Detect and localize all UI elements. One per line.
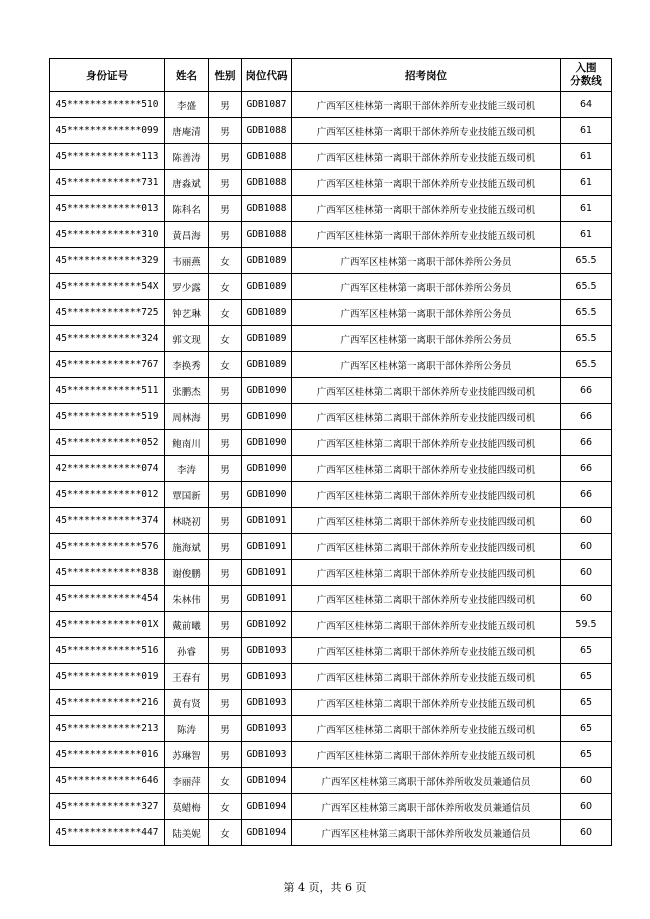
header-code: 岗位代码 [242, 59, 292, 92]
header-row [50, 59, 612, 92]
name-cell: 罗少露 [165, 274, 209, 300]
id-cell: 45*************213 [50, 716, 165, 742]
name-cell: 苏琳智 [165, 742, 209, 768]
table-row [50, 482, 612, 508]
gender-cell: 男 [209, 690, 242, 716]
score-cell: 65 [561, 664, 612, 690]
name-cell: 韦丽燕 [165, 248, 209, 274]
name-cell: 郭文现 [165, 326, 209, 352]
table-row [50, 560, 612, 586]
header-score-line2: 分数线 [570, 75, 602, 87]
name-cell: 唐庵清 [165, 118, 209, 144]
id-cell: 45*************329 [50, 248, 165, 274]
id-cell: 45*************510 [50, 92, 165, 118]
code-cell: GDB1091 [242, 508, 292, 534]
page-footer: 第 4 页，共 6 页 [283, 881, 367, 894]
id-cell: 45*************838 [50, 560, 165, 586]
post-cell: 广西军区桂林第三离职干部休养所收发员兼通信员 [292, 820, 561, 846]
gender-cell: 女 [209, 820, 242, 846]
table-row [50, 690, 612, 716]
table-row [50, 794, 612, 820]
name-cell: 陆美妮 [165, 820, 209, 846]
code-cell: GDB1094 [242, 768, 292, 794]
id-cell: 45*************646 [50, 768, 165, 794]
name-cell: 林晓初 [165, 508, 209, 534]
code-cell: GDB1089 [242, 300, 292, 326]
score-cell: 66 [561, 456, 612, 482]
code-cell: GDB1093 [242, 742, 292, 768]
gender-cell: 男 [209, 716, 242, 742]
table-row [50, 586, 612, 612]
gender-cell: 男 [209, 456, 242, 482]
code-cell: GDB1090 [242, 430, 292, 456]
name-cell: 李换秀 [165, 352, 209, 378]
table-row [50, 534, 612, 560]
code-cell: GDB1094 [242, 794, 292, 820]
name-cell: 李丽萍 [165, 768, 209, 794]
header-id: 身份证号 [50, 59, 165, 92]
post-cell: 广西军区桂林第一离职干部休养所公务员 [292, 248, 561, 274]
code-cell: GDB1091 [242, 534, 292, 560]
post-cell: 广西军区桂林第二离职干部休养所专业技能五级司机 [292, 612, 561, 638]
name-cell: 钟艺琳 [165, 300, 209, 326]
table-row [50, 664, 612, 690]
name-cell: 莫蜡梅 [165, 794, 209, 820]
id-cell: 45*************516 [50, 638, 165, 664]
score-cell: 61 [561, 144, 612, 170]
table-row [50, 196, 612, 222]
id-cell: 45*************016 [50, 742, 165, 768]
score-cell: 65 [561, 716, 612, 742]
score-cell: 66 [561, 404, 612, 430]
code-cell: GDB1089 [242, 352, 292, 378]
post-cell: 广西军区桂林第二离职干部休养所专业技能五级司机 [292, 716, 561, 742]
post-cell: 广西军区桂林第一离职干部休养所公务员 [292, 274, 561, 300]
table-row [50, 404, 612, 430]
code-cell: GDB1087 [242, 92, 292, 118]
code-cell: GDB1089 [242, 274, 292, 300]
gender-cell: 女 [209, 794, 242, 820]
table-row [50, 170, 612, 196]
gender-cell: 女 [209, 300, 242, 326]
score-cell: 65.5 [561, 300, 612, 326]
table-row [50, 222, 612, 248]
name-cell: 鲍南川 [165, 430, 209, 456]
header-post: 招考岗位 [292, 59, 561, 92]
post-cell: 广西军区桂林第二离职干部休养所专业技能四级司机 [292, 404, 561, 430]
code-cell: GDB1088 [242, 196, 292, 222]
code-cell: GDB1094 [242, 820, 292, 846]
code-cell: GDB1091 [242, 560, 292, 586]
name-cell: 覃国新 [165, 482, 209, 508]
post-cell: 广西军区桂林第二离职干部休养所专业技能五级司机 [292, 638, 561, 664]
score-cell: 65 [561, 742, 612, 768]
id-cell: 45*************374 [50, 508, 165, 534]
name-cell: 王春有 [165, 664, 209, 690]
applicant-table [49, 58, 612, 846]
name-cell: 陈科名 [165, 196, 209, 222]
name-cell: 唐淼斌 [165, 170, 209, 196]
header-name: 姓名 [165, 59, 209, 92]
table-row [50, 820, 612, 846]
gender-cell: 男 [209, 534, 242, 560]
code-cell: GDB1091 [242, 586, 292, 612]
table-row [50, 716, 612, 742]
name-cell: 朱林伟 [165, 586, 209, 612]
table-row [50, 456, 612, 482]
table-row [50, 118, 612, 144]
id-cell: 45*************576 [50, 534, 165, 560]
post-cell: 广西军区桂林第一离职干部休养所专业技能五级司机 [292, 222, 561, 248]
gender-cell: 男 [209, 170, 242, 196]
table-row [50, 508, 612, 534]
post-cell: 广西军区桂林第二离职干部休养所专业技能四级司机 [292, 456, 561, 482]
gender-cell: 男 [209, 586, 242, 612]
post-cell: 广西军区桂林第一离职干部休养所专业技能五级司机 [292, 118, 561, 144]
name-cell: 陈涛 [165, 716, 209, 742]
code-cell: GDB1093 [242, 716, 292, 742]
code-cell: GDB1088 [242, 144, 292, 170]
score-cell: 59.5 [561, 612, 612, 638]
score-cell: 61 [561, 222, 612, 248]
id-cell: 45*************01X [50, 612, 165, 638]
table-row [50, 248, 612, 274]
post-cell: 广西军区桂林第二离职干部休养所专业技能四级司机 [292, 586, 561, 612]
table-row [50, 742, 612, 768]
code-cell: GDB1090 [242, 482, 292, 508]
table-row [50, 352, 612, 378]
name-cell: 黄有贤 [165, 690, 209, 716]
table-row [50, 638, 612, 664]
id-cell: 45*************310 [50, 222, 165, 248]
score-cell: 60 [561, 820, 612, 846]
score-cell: 66 [561, 482, 612, 508]
code-cell: GDB1088 [242, 222, 292, 248]
gender-cell: 男 [209, 118, 242, 144]
id-cell: 42*************074 [50, 456, 165, 482]
id-cell: 45*************54X [50, 274, 165, 300]
post-cell: 广西军区桂林第三离职干部休养所收发员兼通信员 [292, 768, 561, 794]
table-row [50, 612, 612, 638]
name-cell: 孙睿 [165, 638, 209, 664]
post-cell: 广西军区桂林第一离职干部休养所专业技能三级司机 [292, 92, 561, 118]
post-cell: 广西军区桂林第二离职干部休养所专业技能四级司机 [292, 534, 561, 560]
table-row [50, 430, 612, 456]
gender-cell: 女 [209, 352, 242, 378]
name-cell: 李涛 [165, 456, 209, 482]
name-cell: 施海斌 [165, 534, 209, 560]
gender-cell: 女 [209, 768, 242, 794]
score-cell: 66 [561, 378, 612, 404]
name-cell: 谢俊鹏 [165, 560, 209, 586]
table-row [50, 768, 612, 794]
code-cell: GDB1092 [242, 612, 292, 638]
header-gender: 性别 [209, 59, 242, 92]
score-cell: 65 [561, 638, 612, 664]
score-cell: 65.5 [561, 326, 612, 352]
post-cell: 广西军区桂林第二离职干部休养所专业技能四级司机 [292, 560, 561, 586]
score-cell: 64 [561, 92, 612, 118]
code-cell: GDB1090 [242, 378, 292, 404]
post-cell: 广西军区桂林第二离职干部休养所专业技能四级司机 [292, 482, 561, 508]
gender-cell: 男 [209, 638, 242, 664]
id-cell: 45*************013 [50, 196, 165, 222]
post-cell: 广西军区桂林第一离职干部休养所专业技能五级司机 [292, 144, 561, 170]
score-cell: 61 [561, 196, 612, 222]
id-cell: 45*************113 [50, 144, 165, 170]
gender-cell: 男 [209, 482, 242, 508]
gender-cell: 女 [209, 248, 242, 274]
post-cell: 广西军区桂林第一离职干部休养所专业技能五级司机 [292, 170, 561, 196]
post-cell: 广西军区桂林第三离职干部休养所收发员兼通信员 [292, 794, 561, 820]
name-cell: 张鹏杰 [165, 378, 209, 404]
code-cell: GDB1089 [242, 326, 292, 352]
gender-cell: 女 [209, 326, 242, 352]
score-cell: 61 [561, 170, 612, 196]
header-score-line1: 入围 [575, 62, 597, 74]
post-cell: 广西军区桂林第二离职干部休养所专业技能五级司机 [292, 742, 561, 768]
gender-cell: 男 [209, 378, 242, 404]
score-cell: 60 [561, 560, 612, 586]
gender-cell: 男 [209, 560, 242, 586]
code-cell: GDB1088 [242, 118, 292, 144]
score-cell: 60 [561, 586, 612, 612]
code-cell: GDB1093 [242, 690, 292, 716]
id-cell: 45*************012 [50, 482, 165, 508]
id-cell: 45*************099 [50, 118, 165, 144]
score-cell: 65.5 [561, 248, 612, 274]
post-cell: 广西军区桂林第一离职干部休养所公务员 [292, 300, 561, 326]
id-cell: 45*************519 [50, 404, 165, 430]
code-cell: GDB1090 [242, 456, 292, 482]
name-cell: 陈善涛 [165, 144, 209, 170]
id-cell: 45*************767 [50, 352, 165, 378]
table-row [50, 326, 612, 352]
gender-cell: 男 [209, 92, 242, 118]
code-cell: GDB1093 [242, 664, 292, 690]
id-cell: 45*************327 [50, 794, 165, 820]
id-cell: 45*************731 [50, 170, 165, 196]
name-cell: 李盛 [165, 92, 209, 118]
table-row [50, 144, 612, 170]
score-cell: 60 [561, 794, 612, 820]
gender-cell: 男 [209, 430, 242, 456]
post-cell: 广西军区桂林第二离职干部休养所专业技能五级司机 [292, 664, 561, 690]
table-row [50, 378, 612, 404]
post-cell: 广西军区桂林第二离职干部休养所专业技能四级司机 [292, 378, 561, 404]
id-cell: 45*************725 [50, 300, 165, 326]
id-cell: 45*************216 [50, 690, 165, 716]
post-cell: 广西军区桂林第二离职干部休养所专业技能四级司机 [292, 430, 561, 456]
code-cell: GDB1093 [242, 638, 292, 664]
score-cell: 60 [561, 508, 612, 534]
score-cell: 65.5 [561, 274, 612, 300]
post-cell: 广西军区桂林第二离职干部休养所专业技能四级司机 [292, 508, 561, 534]
name-cell: 黄昌海 [165, 222, 209, 248]
name-cell: 戴前曦 [165, 612, 209, 638]
code-cell: GDB1090 [242, 404, 292, 430]
score-cell: 61 [561, 118, 612, 144]
gender-cell: 男 [209, 664, 242, 690]
table-row [50, 274, 612, 300]
post-cell: 广西军区桂林第二离职干部休养所专业技能五级司机 [292, 690, 561, 716]
gender-cell: 男 [209, 404, 242, 430]
table-row [50, 92, 612, 118]
score-cell: 65 [561, 690, 612, 716]
gender-cell: 男 [209, 222, 242, 248]
gender-cell: 女 [209, 274, 242, 300]
gender-cell: 男 [209, 144, 242, 170]
id-cell: 45*************511 [50, 378, 165, 404]
score-cell: 60 [561, 768, 612, 794]
code-cell: GDB1089 [242, 248, 292, 274]
gender-cell: 男 [209, 196, 242, 222]
gender-cell: 男 [209, 742, 242, 768]
gender-cell: 男 [209, 508, 242, 534]
id-cell: 45*************324 [50, 326, 165, 352]
id-cell: 45*************019 [50, 664, 165, 690]
name-cell: 周林海 [165, 404, 209, 430]
score-cell: 66 [561, 430, 612, 456]
gender-cell: 男 [209, 612, 242, 638]
post-cell: 广西军区桂林第一离职干部休养所专业技能五级司机 [292, 196, 561, 222]
id-cell: 45*************454 [50, 586, 165, 612]
post-cell: 广西军区桂林第一离职干部休养所公务员 [292, 352, 561, 378]
header-score [561, 59, 612, 92]
id-cell: 45*************052 [50, 430, 165, 456]
table-row [50, 300, 612, 326]
score-cell: 65.5 [561, 352, 612, 378]
code-cell: GDB1088 [242, 170, 292, 196]
id-cell: 45*************447 [50, 820, 165, 846]
post-cell: 广西军区桂林第一离职干部休养所公务员 [292, 326, 561, 352]
score-cell: 60 [561, 534, 612, 560]
